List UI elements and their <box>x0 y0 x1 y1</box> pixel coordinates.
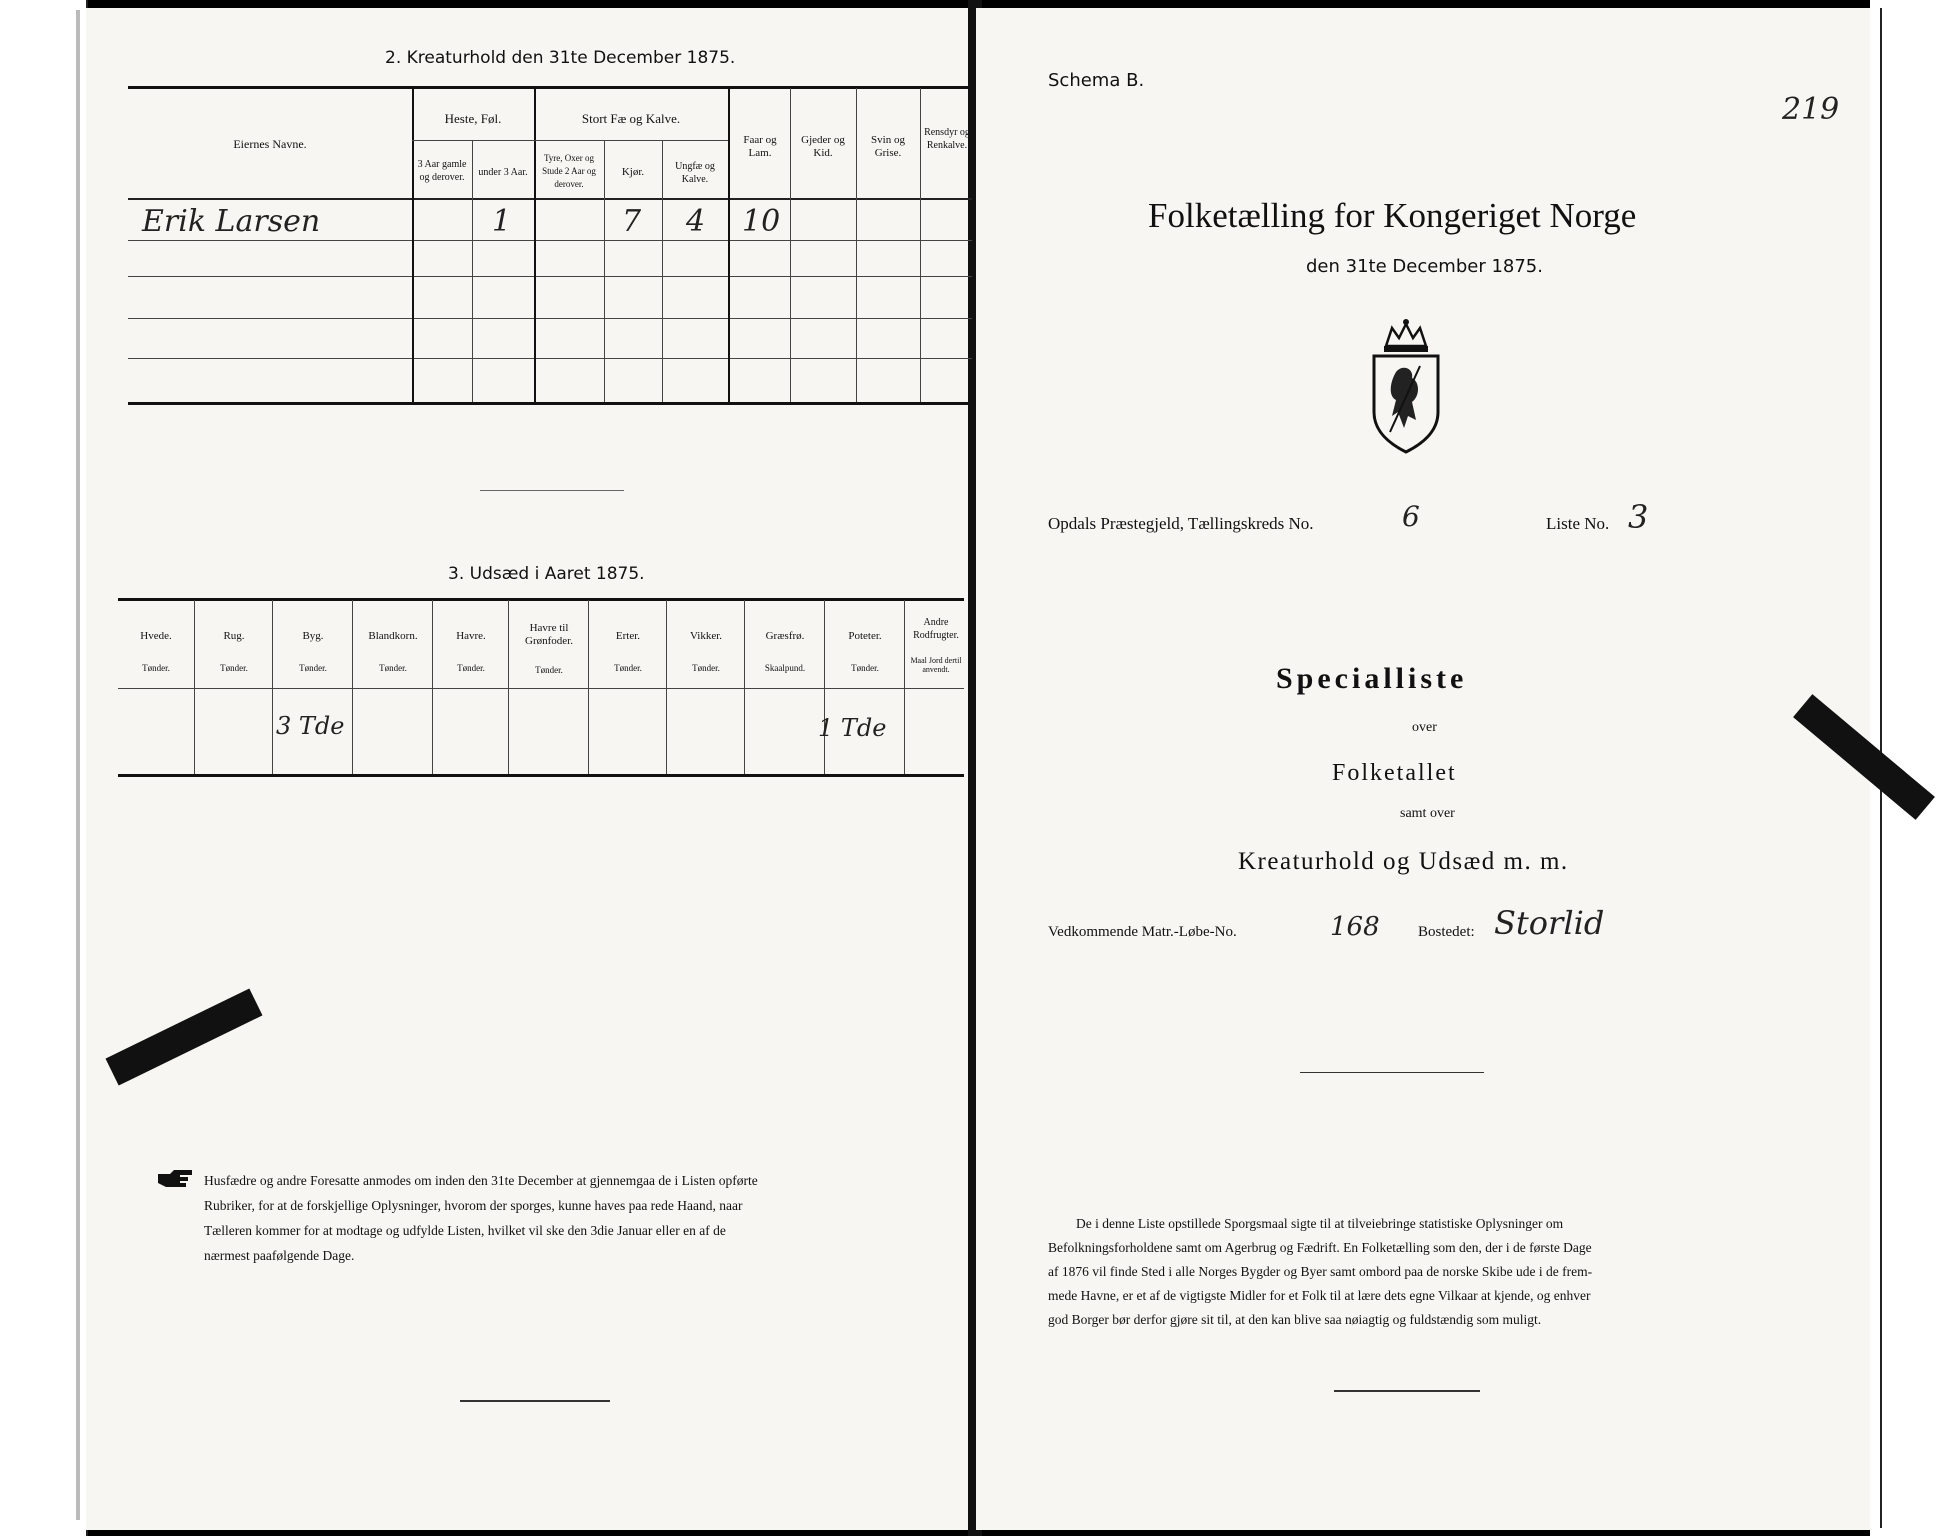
seed-col-rodfrugter: Andre Rodfrugter. <box>913 617 959 641</box>
col-tyre: Tyre, Oxer og Stude 2 Aar og derover. <box>542 153 596 189</box>
footer-line-5: god Borger bør derfor gjøre sit til, at den kan blive saa nøiagtig og fuldstændig som muligt. <box>1048 1312 1542 1327</box>
col-owner-header: Eiernes Navne. <box>233 137 307 151</box>
seed-unit: Tønder. <box>457 663 485 673</box>
seed-col-byg: Byg. <box>302 630 324 642</box>
bottom-divider <box>460 1400 610 1402</box>
table-col-line <box>272 600 273 774</box>
seed-col-rug: Rug. <box>223 630 245 642</box>
table-col-line <box>472 140 473 402</box>
livestock-top-rule <box>128 86 972 89</box>
seed-unit: Tønder. <box>535 665 563 675</box>
seed-unit: Tønder. <box>220 663 248 673</box>
kreds-number: 6 <box>1402 500 1420 533</box>
footer-line-2: Befolkningsforholdene samt om Agerbrug og Fædrift. En Folketælling som den, der i de første Dage <box>1048 1240 1592 1255</box>
seed-col-graesfro: Græsfrø. <box>765 630 805 642</box>
coat-of-arms-icon <box>1366 316 1446 454</box>
livestock-header-rule <box>128 198 972 200</box>
matr-number: 168 <box>1330 912 1380 942</box>
table-col-line <box>856 88 857 402</box>
notice-line-3: Tælleren kommer for at modtage og udfylde Listen, hvilket vil ske den 3die Januar eller en af de <box>204 1223 726 1238</box>
footer-line-1: De i denne Liste opstillede Sporgsmaal sigte til at tilveiebringe statistiske Oplysninger om <box>1076 1216 1564 1231</box>
liste-number: 3 <box>1628 498 1649 536</box>
col-horses-3aar: 3 Aar gamle og derover. <box>417 159 467 183</box>
col-horses-group: Heste, Føl. <box>444 111 502 126</box>
seed-col-erter: Erter. <box>615 630 641 642</box>
col-faar: Faar og Lam. <box>743 134 777 159</box>
table-col-line <box>588 600 589 774</box>
seed-unit: Tønder. <box>692 663 720 673</box>
bottom-divider <box>1334 1390 1480 1392</box>
table-col-line <box>534 88 536 402</box>
col-kjor: Kjør. <box>621 166 645 178</box>
form-date: den 31te December 1875. <box>1306 256 1543 277</box>
section-divider <box>480 490 624 491</box>
seed-unit: Tønder. <box>614 663 642 673</box>
col-rensdyr: Rensdyr og Renkalve. <box>924 127 970 151</box>
table-col-line <box>904 600 905 774</box>
seed-col-poteter: Poteter. <box>848 630 882 642</box>
seed-byg-value: 3 Tde <box>276 712 345 740</box>
horses-under3-value: 1 <box>492 204 512 239</box>
col-cattle-group: Stort Fæ og Kalve. <box>581 111 681 126</box>
over-text: over <box>1412 720 1437 735</box>
specialliste-title: Specialliste <box>1276 662 1468 695</box>
table-row-line <box>128 358 972 359</box>
table-col-line <box>824 600 825 774</box>
table-row-line <box>128 276 972 277</box>
table-col-line <box>352 600 353 774</box>
seed-top-rule <box>118 598 964 601</box>
notice-line-4: nærmest paafølgende Dage. <box>204 1248 355 1263</box>
table-col-line <box>508 600 509 774</box>
seed-poteter-value: 1 Tde <box>818 714 887 742</box>
faar-value: 10 <box>742 204 781 239</box>
col-horses-under3: under 3 Aar. <box>478 167 528 178</box>
section-divider <box>1300 1072 1484 1073</box>
seed-unit: Tønder. <box>299 663 327 673</box>
col-ungfae: Ungfæ og Kalve. <box>675 161 715 185</box>
table-col-line <box>790 88 791 402</box>
livestock-title: 2. Kreaturhold den 31te December 1875. <box>385 48 736 68</box>
samt-over-text: samt over <box>1400 806 1455 821</box>
schema-label: Schema B. <box>1048 70 1145 91</box>
table-col-line <box>666 600 667 774</box>
seed-col-vikker: Vikker. <box>689 630 723 642</box>
left-book-edge <box>0 0 88 1536</box>
owner-name: Erik Larsen <box>142 204 321 239</box>
table-col-line <box>920 88 921 402</box>
seed-col-blandkorn: Blandkorn. <box>368 630 418 642</box>
ungfae-value: 4 <box>686 204 706 239</box>
seed-unit: Maal Jord dertil anvendt. <box>910 656 962 674</box>
table-col-line <box>728 88 730 402</box>
kreaturhold-title: Kreaturhold og Udsæd m. m. <box>1238 848 1569 875</box>
seed-header-rule <box>118 688 964 689</box>
seed-title: 3. Udsæd i Aaret 1875. <box>448 564 645 584</box>
seed-unit: Tønder. <box>142 663 170 673</box>
bosted-label: Bostedet: <box>1418 924 1475 940</box>
table-subheader-line <box>412 140 728 141</box>
notice-line-1: Husfædre og andre Foresatte anmodes om inden den 31te December at gjennemgaa de i Listen opførte <box>204 1173 758 1188</box>
col-gjeder: Gjeder og Kid. <box>801 134 845 159</box>
folketallet-title: Folketallet <box>1332 760 1457 786</box>
bosted-value: Storlid <box>1494 904 1605 942</box>
seed-unit: Tønder. <box>379 663 407 673</box>
footer-line-3: af 1876 vil finde Sted i alle Norges Bygder og Byer samt ombord paa de norske Skibe ude i de frem- <box>1048 1264 1593 1279</box>
footer-line-4: mede Havne, er et af de vigtigste Midler for et Folk til at lære dets egne Vilkaar at kjende, og enhver <box>1048 1288 1591 1303</box>
table-row-line <box>128 240 972 241</box>
table-row-line <box>128 318 972 319</box>
livestock-bottom-rule <box>128 402 972 405</box>
table-col-line <box>412 88 414 402</box>
col-svin: Svin og Grise. <box>871 134 905 159</box>
table-col-line <box>194 600 195 774</box>
table-col-line <box>604 140 605 402</box>
kjor-value: 7 <box>622 204 642 239</box>
table-col-line <box>662 140 663 402</box>
seed-col-havre: Havre. <box>456 630 486 642</box>
liste-label: Liste No. <box>1546 514 1610 533</box>
table-col-line <box>744 600 745 774</box>
matr-label: Vedkommende Matr.-Løbe-No. <box>1048 924 1237 940</box>
table-col-line <box>432 600 433 774</box>
form-title: Folketælling for Kongeriget Norge <box>1148 196 1637 235</box>
parish-label: Opdals Præstegjeld, Tællingskreds No. <box>1048 514 1314 533</box>
seed-col-gronfoder: Havre til Grønfoder. <box>525 622 573 647</box>
seed-col-hvede: Hvede. <box>140 630 172 642</box>
page-number: 219 <box>1782 92 1840 127</box>
pointing-hand-icon <box>156 1168 194 1190</box>
seed-unit: Tønder. <box>851 663 879 673</box>
seed-bottom-rule <box>118 774 964 777</box>
notice-line-2: Rubriker, for at de forskjellige Oplysninger, hvorom der sporges, kunne haves paa rede Haand, naar <box>204 1198 743 1213</box>
seed-unit: Skaalpund. <box>764 663 806 673</box>
